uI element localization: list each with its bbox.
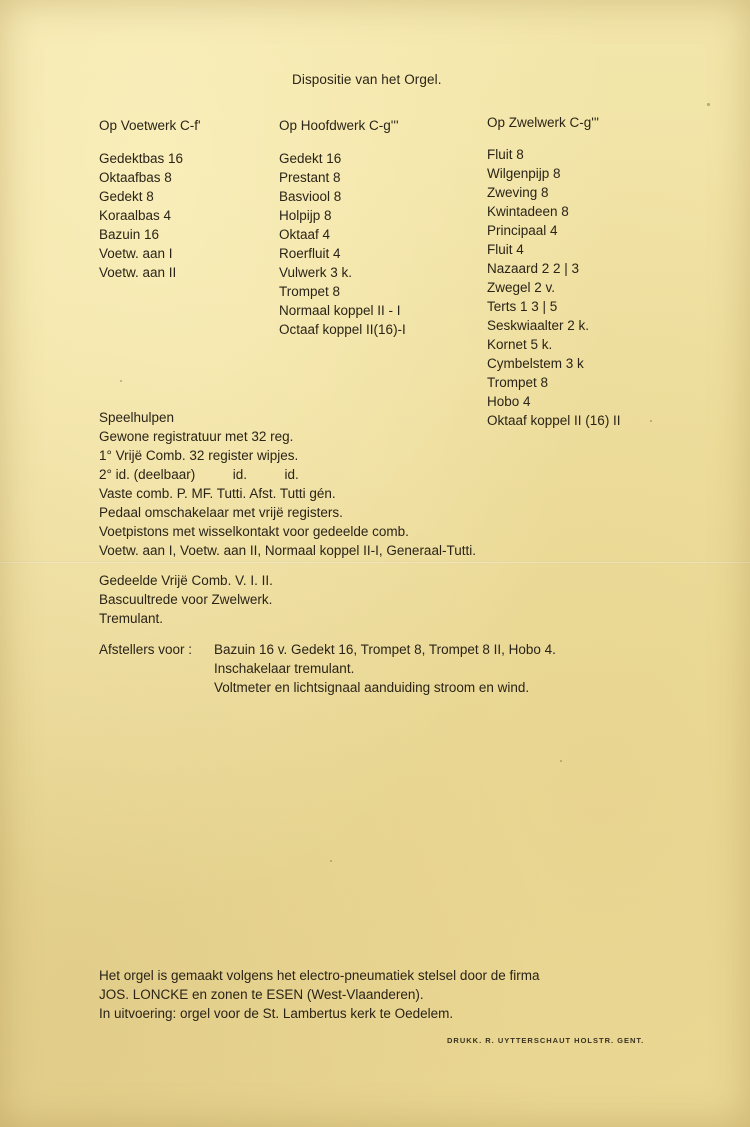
- column-heading: Op Zwelwerk C-g''': [487, 115, 600, 130]
- stop-item: Holpijp 8: [279, 208, 332, 223]
- stop-list: [99, 149, 201, 282]
- stop-item: Oktaaf 4: [279, 227, 331, 242]
- text-line: Gedeelde Vrijë Comb. V. I. II.: [99, 573, 273, 588]
- column-heading: Op Voetwerk C-f': [99, 118, 201, 133]
- text-line: 1° Vrijë Comb. 32 register wipjes.: [99, 448, 299, 463]
- speelhulpen-section: [99, 408, 476, 560]
- text-line: JOS. LONCKE en zonen te ESEN (West-Vlaanderen).: [99, 987, 424, 1002]
- document-title: Dispositie van het Orgel.: [292, 72, 442, 87]
- text-line: Bascuultrede voor Zwelwerk.: [99, 592, 273, 607]
- text-line: Inschakelaar tremulant.: [214, 661, 355, 676]
- paper-speck: [707, 103, 710, 106]
- column-heading: Op Hoofdwerk C-g''': [279, 118, 399, 133]
- stop-item: Fluit 8: [487, 147, 524, 162]
- stop-item: Principaal 4: [487, 223, 558, 238]
- stop-item: Gedekt 8: [99, 189, 154, 204]
- stop-item: Basviool 8: [279, 189, 342, 204]
- paper-fold: [0, 561, 750, 564]
- stop-list: [487, 145, 621, 430]
- stop-item: Gedektbas 16: [99, 151, 184, 166]
- stop-item: Koraalbas 4: [99, 208, 172, 223]
- stop-item: Normaal koppel II - I: [279, 303, 401, 318]
- stop-item: Terts 1 3 | 5: [487, 299, 558, 314]
- column-hoofdwerk: [279, 116, 406, 339]
- speelhulpen-continued: [99, 571, 273, 628]
- stop-item: Seskwiaalter 2 k.: [487, 318, 590, 333]
- paper-speck: [120, 380, 122, 382]
- text-line: Tremulant.: [99, 611, 164, 626]
- printer-imprint: DRUKK. R. UYTTERSCHAUT HOLSTR. GENT.: [447, 1036, 645, 1045]
- text-line: Het orgel is gemaakt volgens het electro-pneumatiek stelsel door de firma: [99, 968, 540, 983]
- text-line: In uitvoering: orgel voor de St. Lambertus kerk te Oedelem.: [99, 1006, 454, 1021]
- paper-speck: [560, 760, 562, 762]
- stop-item: Prestant 8: [279, 170, 341, 185]
- text-line: Voetw. aan I, Voetw. aan II, Normaal koppel II-I, Generaal-Tutti.: [99, 543, 476, 558]
- stop-item: Fluit 4: [487, 242, 524, 257]
- column-zwelwerk: [487, 113, 621, 430]
- stop-item: Kwintadeen 8: [487, 204, 569, 219]
- text-line: Gewone registratuur met 32 reg.: [99, 429, 294, 444]
- builder-note: [99, 966, 539, 1023]
- stop-item: Zweving 8: [487, 185, 549, 200]
- paper-speck: [650, 420, 652, 422]
- text-line: Vaste comb. P. MF. Tutti. Afst. Tutti gén.: [99, 486, 336, 501]
- column-voetwerk: [99, 116, 201, 282]
- stop-item: Voetw. aan II: [99, 265, 177, 280]
- stop-list: [279, 149, 406, 339]
- stop-item: Kornet 5 k.: [487, 337, 553, 352]
- text-line: Voetpistons met wisselkontakt voor gedeelde comb.: [99, 524, 409, 539]
- stop-item: Vulwerk 3 k.: [279, 265, 353, 280]
- stop-item: Roerfluit 4: [279, 246, 341, 261]
- section-heading: Speelhulpen: [99, 410, 175, 425]
- stop-item: Voetw. aan I: [99, 246, 173, 261]
- stop-item: Octaaf koppel II(16)-I: [279, 322, 406, 337]
- stop-item: Gedekt 16: [279, 151, 342, 166]
- stop-item: Cymbelstem 3 k: [487, 356, 584, 371]
- afstellers-list: [214, 640, 556, 697]
- text-line: 2° id. (deelbaar) id. id.: [99, 467, 299, 482]
- stop-item: Wilgenpijp 8: [487, 166, 561, 181]
- text-line: Voltmeter en lichtsignaal aanduiding stroom en wind.: [214, 680, 530, 695]
- text-line: Pedaal omschakelaar met vrijë registers.: [99, 505, 343, 520]
- stop-item: Bazuin 16: [99, 227, 160, 242]
- stop-item: Oktaafbas 8: [99, 170, 172, 185]
- stop-item: Nazaard 2 2 | 3: [487, 261, 580, 276]
- afstellers-label: Afstellers voor :: [99, 642, 193, 657]
- paper-speck: [330, 860, 332, 862]
- stop-item: Hobo 4: [487, 394, 531, 409]
- stop-item: Trompet 8: [487, 375, 549, 390]
- stop-item: Trompet 8: [279, 284, 341, 299]
- text-line: Bazuin 16 v. Gedekt 16, Trompet 8, Trompet 8 II, Hobo 4.: [214, 642, 556, 657]
- stop-item: Zwegel 2 v.: [487, 280, 556, 295]
- stop-item: Oktaaf koppel II (16) II: [487, 413, 621, 428]
